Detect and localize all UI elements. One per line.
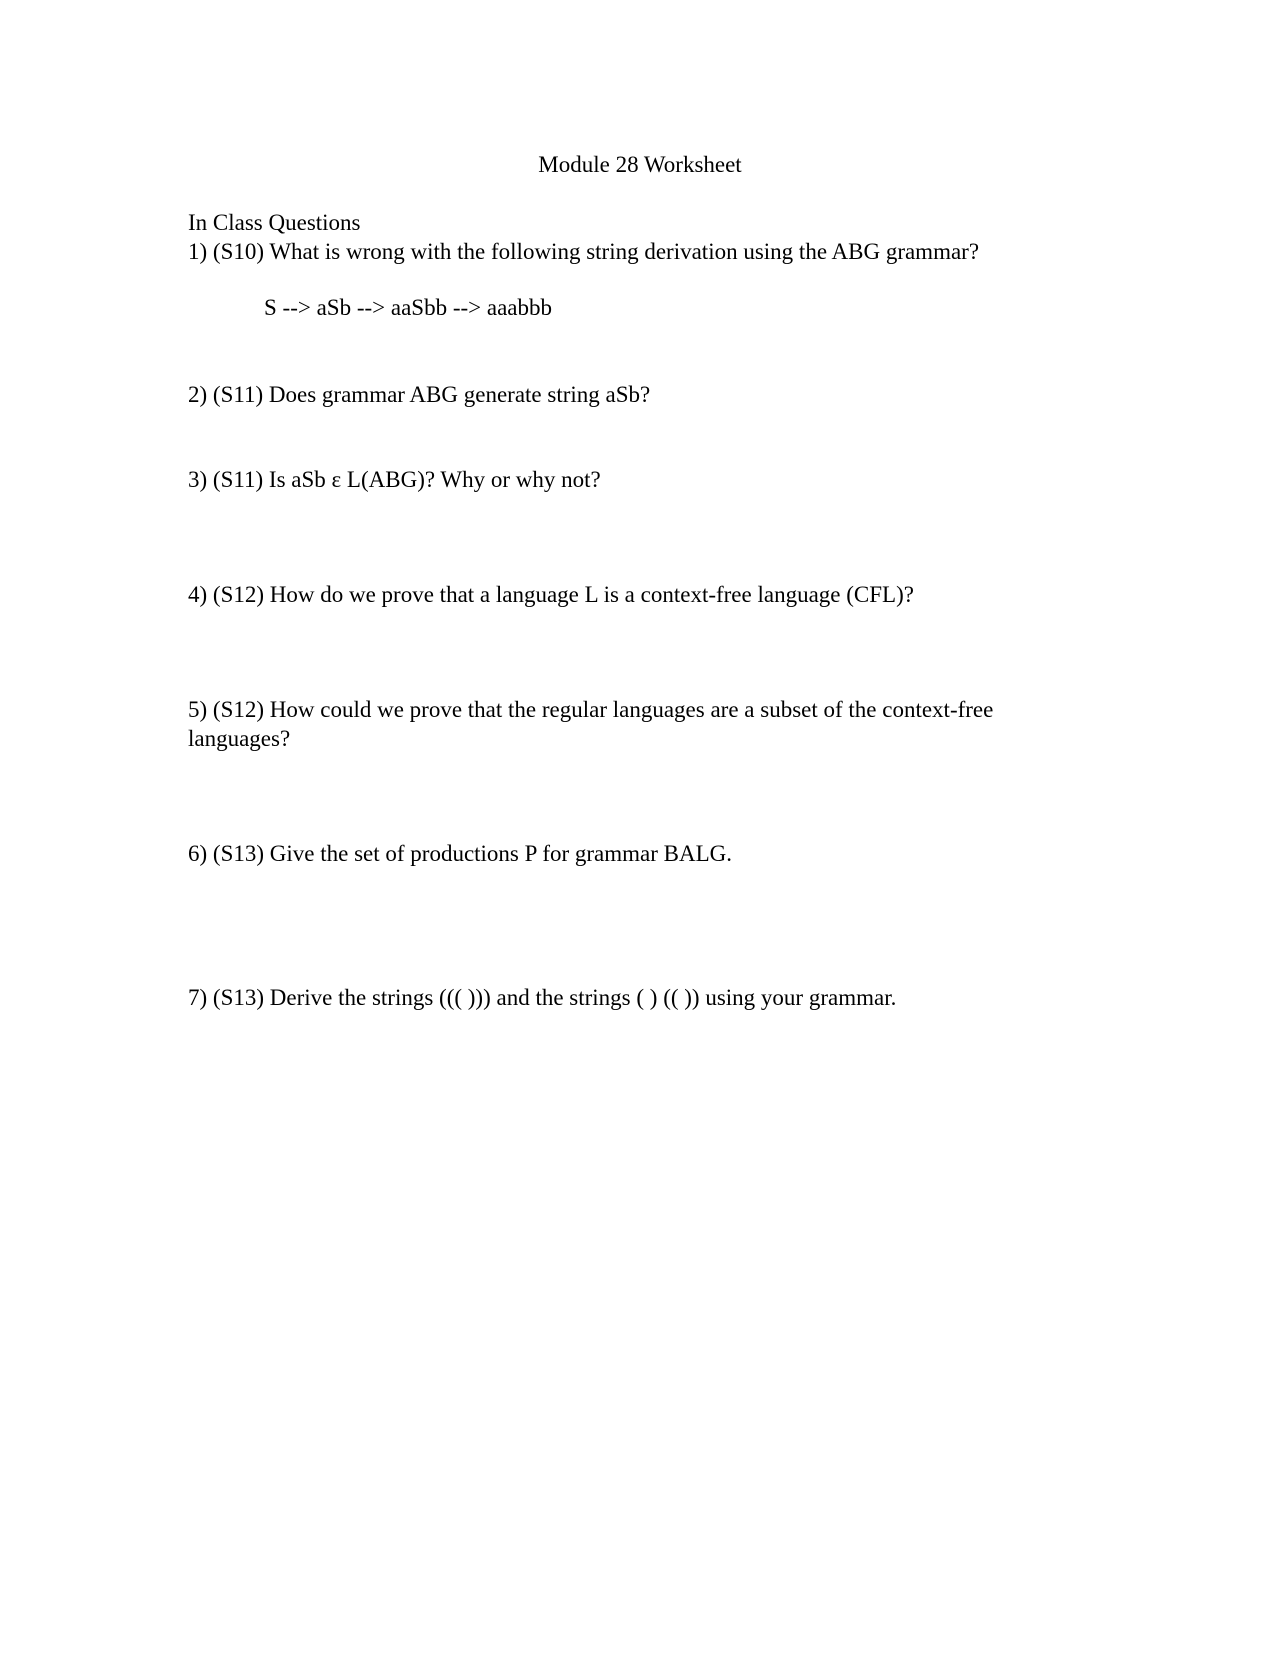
section-heading: In Class Questions [188, 210, 361, 235]
question-2: 2) (S11) Does grammar ABG generate string aSb? [188, 382, 651, 407]
question-7: 7) (S13) Derive the strings ((( ))) and the strings ( ) (( )) using your grammar. [188, 985, 897, 1010]
question-1: 1) (S10) What is wrong with the following string derivation using the ABG grammar? [188, 239, 980, 264]
question-5-line-2: languages? [188, 726, 291, 751]
question-6: 6) (S13) Give the set of productions P for grammar BALG. [188, 841, 733, 866]
question-3: 3) (S11) Is aSb ε L(ABG)? Why or why not? [188, 467, 601, 492]
question-5-line-1: 5) (S12) How could we prove that the regular languages are a subset of the context-free [188, 697, 994, 722]
page-title: Module 28 Worksheet [538, 152, 742, 177]
question-1-derivation: S --> aSb --> aaSbb --> aaabbb [264, 295, 552, 320]
question-4: 4) (S12) How do we prove that a language L is a context-free language (CFL)? [188, 582, 914, 607]
